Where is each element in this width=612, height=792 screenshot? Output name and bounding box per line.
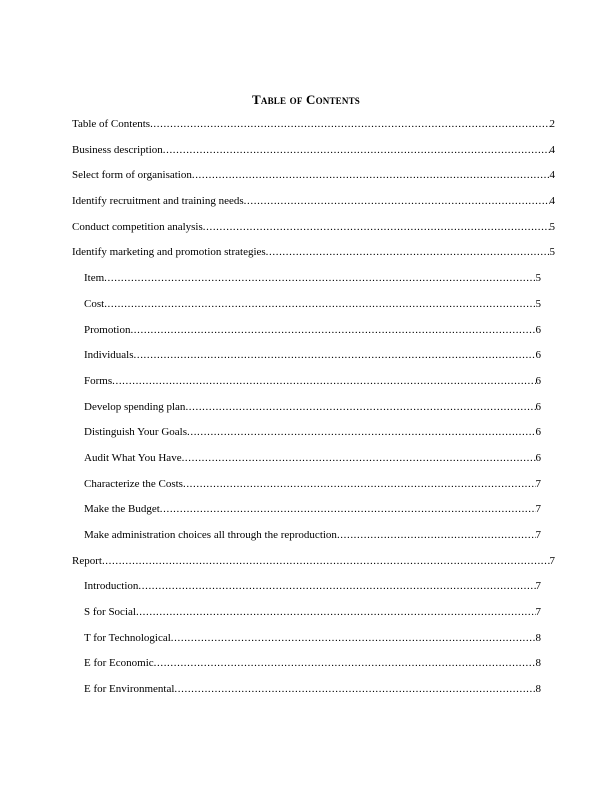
toc-entry-label: Characterize the Costs	[84, 477, 183, 490]
toc-entry-label: Item	[84, 272, 105, 285]
toc-entry-page: 7	[535, 477, 541, 490]
dot-leader	[112, 373, 535, 389]
toc-entry[interactable]	[84, 424, 541, 450]
toc-entry-label: E for Environmental	[84, 683, 175, 696]
toc-entry-label: Distinguish Your Goals	[84, 426, 187, 439]
toc-entry-page: 7	[535, 503, 541, 516]
dot-leader	[244, 193, 550, 209]
toc-entry[interactable]	[72, 219, 555, 245]
toc-entry-label: Make administration choices all through the reproduction	[84, 529, 337, 541]
dot-leader	[130, 322, 535, 338]
table-of-contents	[72, 116, 555, 707]
toc-entry-label: Identify recruitment and training needs	[72, 195, 244, 208]
toc-entry-page: 6	[535, 400, 541, 413]
toc-entry-page: 5	[549, 220, 555, 233]
toc-entry[interactable]	[72, 142, 555, 168]
toc-entry[interactable]	[72, 167, 555, 193]
toc-entry-label: Conduct competition analysis	[72, 220, 203, 233]
toc-entry[interactable]	[84, 630, 541, 656]
toc-entry-page: 2	[549, 118, 555, 130]
dot-leader	[185, 399, 535, 415]
dot-leader	[134, 347, 536, 363]
toc-entry-page: 5	[549, 246, 555, 259]
toc-entry-label: Audit What You Have	[84, 451, 182, 464]
toc-entry-label: Introduction	[84, 580, 139, 593]
toc-entry-label: T for Technological	[84, 631, 171, 644]
toc-entry[interactable]	[84, 399, 541, 425]
toc-entry-page: 6	[535, 451, 541, 464]
toc-entry-page: 4	[549, 195, 555, 208]
toc-entry[interactable]	[84, 450, 541, 476]
toc-entry-label: S for Social	[84, 606, 136, 619]
toc-entry[interactable]	[84, 527, 541, 553]
toc-entry[interactable]	[84, 476, 541, 502]
toc-entry-label: Develop spending plan	[84, 400, 186, 413]
dot-leader	[104, 270, 535, 286]
toc-entry-page: 7	[535, 580, 541, 593]
toc-entry[interactable]	[84, 681, 541, 707]
toc-entry[interactable]	[72, 244, 555, 270]
toc-entry[interactable]	[72, 116, 555, 142]
dot-leader	[182, 450, 536, 466]
toc-entry[interactable]	[84, 270, 541, 296]
toc-entry-label: Select form of organisation	[72, 169, 192, 182]
dot-leader	[104, 296, 535, 312]
dot-leader	[102, 553, 550, 569]
dot-leader	[154, 655, 536, 671]
dot-leader	[174, 681, 535, 697]
toc-entry-label: Forms	[84, 374, 113, 387]
toc-entry[interactable]	[72, 553, 555, 579]
toc-entry-page: 6	[535, 323, 541, 336]
dot-leader	[337, 527, 536, 543]
dot-leader	[192, 167, 550, 183]
toc-entry-page: 4	[549, 143, 555, 156]
toc-entry-page: 7	[535, 529, 541, 541]
toc-entry[interactable]	[84, 296, 541, 322]
toc-entry[interactable]	[84, 373, 541, 399]
toc-entry-page: 6	[535, 426, 541, 439]
toc-entry[interactable]	[72, 193, 555, 219]
toc-entry-label: Cost	[84, 297, 105, 310]
dot-leader	[136, 604, 536, 620]
toc-entry-label: Table of Contents	[72, 118, 151, 130]
toc-entry-page: 7	[535, 606, 541, 619]
toc-entry-label: Business description	[72, 143, 163, 156]
toc-entry-page: 4	[549, 169, 555, 182]
toc-entry-label: Identify marketing and promotion strategies	[72, 246, 266, 259]
toc-entry-page: 8	[535, 631, 541, 644]
toc-entry-label: Promotion	[84, 323, 131, 336]
dot-leader	[171, 630, 536, 646]
toc-entry[interactable]	[84, 604, 541, 630]
dot-leader	[187, 424, 536, 440]
toc-entry-page: 6	[535, 349, 541, 362]
toc-entry[interactable]	[84, 578, 541, 604]
toc-entry-page: 5	[535, 297, 541, 310]
toc-entry[interactable]	[84, 347, 541, 373]
dot-leader	[183, 476, 536, 492]
dot-leader	[203, 219, 550, 235]
toc-entry-label: Individuals	[84, 349, 134, 362]
toc-entry-page: 5	[535, 272, 541, 285]
toc-entry-page: 7	[549, 554, 555, 567]
dot-leader	[163, 142, 550, 158]
dot-leader	[266, 244, 550, 260]
toc-entry-page: 6	[535, 374, 541, 387]
toc-entry-label: Report	[72, 554, 102, 567]
dot-leader	[138, 578, 535, 594]
page-title: Table of Contents	[252, 92, 360, 107]
toc-entry-page: 8	[535, 657, 541, 670]
dot-leader	[150, 116, 549, 132]
dot-leader	[160, 501, 536, 517]
toc-entry[interactable]	[84, 501, 541, 527]
toc-entry[interactable]	[84, 322, 541, 348]
toc-entry-label: E for Economic	[84, 657, 154, 670]
toc-entry-page: 8	[535, 683, 541, 696]
toc-entry[interactable]	[84, 655, 541, 681]
toc-entry-label: Make the Budget	[84, 503, 160, 516]
